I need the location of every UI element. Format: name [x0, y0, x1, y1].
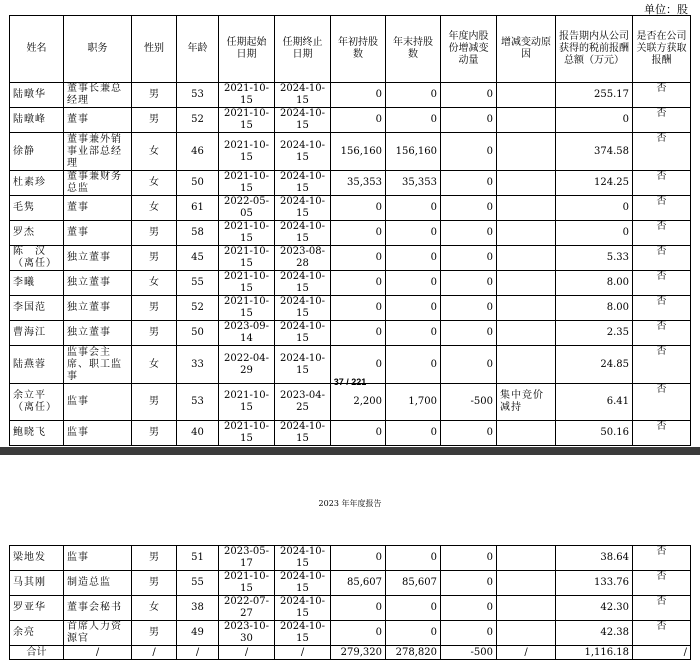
cell-related: 否 — [633, 133, 691, 171]
cell-end-shares: 85,607 — [386, 571, 441, 596]
cell-end: 2024-10-15 — [275, 346, 331, 384]
cell-name: 梁地发 — [10, 546, 64, 571]
cell-change: 0 — [441, 196, 497, 221]
total-cell-pay: 1,116.18 — [556, 646, 633, 660]
cell-reason — [497, 108, 556, 133]
cell-pay: 50.16 — [556, 421, 633, 446]
cell-change: 0 — [441, 171, 497, 196]
cell-age: 46 — [177, 133, 219, 171]
cell-gender: 男 — [132, 296, 177, 321]
cell-age: 52 — [177, 108, 219, 133]
cell-age: 53 — [177, 384, 219, 421]
total-cell-start: / — [219, 646, 275, 660]
total-cell-name: 合计 — [10, 646, 64, 660]
cell-start: 2022-04-29 — [219, 346, 275, 384]
table-header-row — [10, 16, 691, 83]
cell-reason — [497, 421, 556, 446]
cell-title: 董事长兼总经理 — [64, 83, 132, 108]
table-row — [10, 246, 691, 271]
cell-related: 否 — [633, 296, 691, 321]
header-cell: 年龄 — [177, 16, 219, 83]
cell-change: 0 — [441, 596, 497, 621]
total-cell-gender: / — [132, 646, 177, 660]
cell-change: 0 — [441, 346, 497, 384]
cell-related: 否 — [633, 271, 691, 296]
cell-title: 监事 — [64, 546, 132, 571]
header-cell: 年初持股数 — [331, 16, 386, 83]
cell-gender: 男 — [132, 221, 177, 246]
cell-change: 0 — [441, 246, 497, 271]
header-cell: 性别 — [132, 16, 177, 83]
cell-end-shares: 156,160 — [386, 133, 441, 171]
cell-begin-shares: 0 — [331, 546, 386, 571]
cell-title: 董事兼财务总监 — [64, 171, 132, 196]
cell-begin-shares: 0 — [331, 271, 386, 296]
total-cell-age: / — [177, 646, 219, 660]
cell-pay: 0 — [556, 221, 633, 246]
cell-change: 0 — [441, 133, 497, 171]
cell-begin-shares: 0 — [331, 221, 386, 246]
cell-end-shares: 0 — [386, 596, 441, 621]
cell-end: 2024-10-15 — [275, 133, 331, 171]
cell-name: 杜素珍 — [10, 171, 64, 196]
cell-title: 董事会秘书 — [64, 596, 132, 621]
table-row — [10, 83, 691, 108]
cell-gender: 男 — [132, 571, 177, 596]
cell-gender: 男 — [132, 546, 177, 571]
cell-begin-shares: 35,353 — [331, 171, 386, 196]
cell-pay: 42.30 — [556, 596, 633, 621]
total-cell-reason: / — [497, 646, 556, 660]
cell-begin-shares: 0 — [331, 321, 386, 346]
cell-title: 监事会主席、职工监事 — [64, 346, 132, 384]
table-row — [10, 196, 691, 221]
cell-change: 0 — [441, 321, 497, 346]
cell-gender: 女 — [132, 271, 177, 296]
cell-pay: 38.64 — [556, 546, 633, 571]
cell-end: 2024-10-15 — [275, 83, 331, 108]
cell-start: 2021-10-15 — [219, 171, 275, 196]
cell-start: 2021-10-15 — [219, 271, 275, 296]
cell-reason — [497, 133, 556, 171]
table-row — [10, 271, 691, 296]
cell-reason — [497, 296, 556, 321]
cell-start: 2021-10-15 — [219, 421, 275, 446]
cell-change: 0 — [441, 546, 497, 571]
cell-title: 制造总监 — [64, 571, 132, 596]
cell-title: 监事 — [64, 421, 132, 446]
cell-name: 曹海江 — [10, 321, 64, 346]
cell-related: 否 — [633, 346, 691, 384]
cell-change: 0 — [441, 296, 497, 321]
total-cell-change: -500 — [441, 646, 497, 660]
header-cell: 年度内股份增减变动量 — [441, 16, 497, 83]
cell-begin-shares: 156,160 — [331, 133, 386, 171]
cell-begin-shares: 0 — [331, 246, 386, 271]
cell-reason — [497, 571, 556, 596]
cell-name: 余亮 — [10, 621, 64, 646]
cell-title: 独立董事 — [64, 321, 132, 346]
cell-name: 罗杰 — [10, 221, 64, 246]
cell-change: 0 — [441, 421, 497, 446]
cell-reason — [497, 171, 556, 196]
cell-gender: 男 — [132, 384, 177, 421]
cell-age: 49 — [177, 621, 219, 646]
cell-title: 董事兼外销事业部总经理 — [64, 133, 132, 171]
cell-title: 董事 — [64, 196, 132, 221]
cell-pay: 2.35 — [556, 321, 633, 346]
total-cell-related: / — [633, 646, 691, 660]
cell-age: 40 — [177, 421, 219, 446]
cell-related: 否 — [633, 546, 691, 571]
cell-related: 否 — [633, 196, 691, 221]
cell-related: 否 — [633, 221, 691, 246]
cell-begin-shares: 0 — [331, 346, 386, 384]
table-row — [10, 171, 691, 196]
cell-begin-shares: 0 — [331, 596, 386, 621]
cell-change: 0 — [441, 621, 497, 646]
cell-end-shares: 0 — [386, 221, 441, 246]
cell-end-shares: 0 — [386, 246, 441, 271]
cell-title: 首席人力资源官 — [64, 621, 132, 646]
cell-change: -500 — [441, 384, 497, 421]
cell-age: 50 — [177, 171, 219, 196]
cell-end-shares: 1,700 — [386, 384, 441, 421]
header-cell: 任期终止日期 — [275, 16, 331, 83]
cell-begin-shares: 0 — [331, 421, 386, 446]
cell-end: 2024-10-15 — [275, 421, 331, 446]
table-row — [10, 296, 691, 321]
cell-related: 否 — [633, 246, 691, 271]
cell-end-shares: 0 — [386, 196, 441, 221]
cell-age: 51 — [177, 546, 219, 571]
table-row — [10, 221, 691, 246]
header-cell: 年末持股数 — [386, 16, 441, 83]
cell-name: 陆暾华 — [10, 83, 64, 108]
header-cell: 职务 — [64, 16, 132, 83]
cell-gender: 男 — [132, 246, 177, 271]
page-number: 37 / 221 — [333, 377, 367, 387]
cell-end: 2024-10-15 — [275, 321, 331, 346]
cell-end-shares: 0 — [386, 346, 441, 384]
cell-related: 否 — [633, 621, 691, 646]
cell-start: 2021-10-15 — [219, 246, 275, 271]
cell-related: 否 — [633, 571, 691, 596]
table-row — [10, 384, 691, 421]
cell-gender: 男 — [132, 108, 177, 133]
header-cell: 任期起始日期 — [219, 16, 275, 83]
cell-title: 董事 — [64, 221, 132, 246]
cell-related: 否 — [633, 596, 691, 621]
cell-end: 2024-10-15 — [275, 171, 331, 196]
cell-start: 2023-05-17 — [219, 546, 275, 571]
cell-gender: 女 — [132, 133, 177, 171]
cell-pay: 374.58 — [556, 133, 633, 171]
cell-start: 2021-10-15 — [219, 384, 275, 421]
header-cell: 是否在公司关联方获取报酬 — [633, 16, 691, 83]
cell-related: 否 — [633, 83, 691, 108]
cell-begin-shares: 0 — [331, 621, 386, 646]
cell-change: 0 — [441, 83, 497, 108]
cell-pay: 5.33 — [556, 246, 633, 271]
cell-age: 58 — [177, 221, 219, 246]
cell-age: 52 — [177, 296, 219, 321]
unit-label: 单位：股 — [644, 3, 688, 16]
cell-name: 李曦 — [10, 271, 64, 296]
cell-name: 马其刚 — [10, 571, 64, 596]
cell-age: 61 — [177, 196, 219, 221]
cell-gender: 女 — [132, 171, 177, 196]
table-row — [10, 421, 691, 446]
cell-age: 33 — [177, 346, 219, 384]
cell-begin-shares: 0 — [331, 296, 386, 321]
cell-begin-shares: 0 — [331, 108, 386, 133]
cell-related: 否 — [633, 108, 691, 133]
cell-pay: 0 — [556, 196, 633, 221]
cell-reason — [497, 221, 556, 246]
cell-start: 2021-10-15 — [219, 108, 275, 133]
cell-age: 53 — [177, 83, 219, 108]
cell-begin-shares: 0 — [331, 83, 386, 108]
cell-related: 否 — [633, 321, 691, 346]
cell-reason — [497, 246, 556, 271]
cell-pay: 42.38 — [556, 621, 633, 646]
cell-change: 0 — [441, 271, 497, 296]
cell-start: 2023-10-30 — [219, 621, 275, 646]
cell-name: 毛隽 — [10, 196, 64, 221]
cell-reason — [497, 196, 556, 221]
cell-change: 0 — [441, 108, 497, 133]
header-cell: 增减变动原因 — [497, 16, 556, 83]
cell-reason — [497, 546, 556, 571]
total-cell-title: / — [64, 646, 132, 660]
cell-pay: 124.25 — [556, 171, 633, 196]
report-header: 2023 年年度报告 — [318, 499, 382, 508]
cell-end: 2024-10-15 — [275, 596, 331, 621]
cell-pay: 24.85 — [556, 346, 633, 384]
cell-age: 55 — [177, 271, 219, 296]
executive-table-page2 — [9, 545, 691, 660]
cell-start: 2021-10-15 — [219, 133, 275, 171]
cell-name: 鲍晓飞 — [10, 421, 64, 446]
cell-pay: 255.17 — [556, 83, 633, 108]
cell-end-shares: 0 — [386, 421, 441, 446]
cell-name: 陆暾峰 — [10, 108, 64, 133]
cell-start: 2022-07-27 — [219, 596, 275, 621]
cell-change: 0 — [441, 571, 497, 596]
total-cell-begin-shares: 279,320 — [331, 646, 386, 660]
cell-reason — [497, 596, 556, 621]
table-row — [10, 108, 691, 133]
total-row — [10, 646, 691, 660]
cell-pay: 6.41 — [556, 384, 633, 421]
cell-end: 2024-10-15 — [275, 546, 331, 571]
cell-start: 2023-09-14 — [219, 321, 275, 346]
cell-pay: 0 — [556, 108, 633, 133]
cell-end-shares: 0 — [386, 83, 441, 108]
cell-end: 2024-10-15 — [275, 296, 331, 321]
cell-title: 独立董事 — [64, 246, 132, 271]
cell-begin-shares: 2,200 — [331, 384, 386, 421]
cell-end: 2024-10-15 — [275, 196, 331, 221]
cell-gender: 男 — [132, 621, 177, 646]
header-cell: 报告期内从公司获得的税前报酬总额（万元） — [556, 16, 633, 83]
cell-name: 徐静 — [10, 133, 64, 171]
cell-age: 38 — [177, 596, 219, 621]
cell-age: 45 — [177, 246, 219, 271]
cell-end: 2023-08-28 — [275, 246, 331, 271]
total-cell-end-shares: 278,820 — [386, 646, 441, 660]
cell-gender: 男 — [132, 421, 177, 446]
table-row — [10, 571, 691, 596]
cell-name: 陈 汉（离任） — [10, 246, 64, 271]
table-row — [10, 621, 691, 646]
cell-pay: 133.76 — [556, 571, 633, 596]
cell-start: 2021-10-15 — [219, 83, 275, 108]
cell-reason — [497, 271, 556, 296]
cell-end: 2024-10-15 — [275, 221, 331, 246]
cell-related: 否 — [633, 384, 691, 421]
cell-title: 独立董事 — [64, 271, 132, 296]
cell-gender: 男 — [132, 83, 177, 108]
total-cell-end: / — [275, 646, 331, 660]
cell-end-shares: 0 — [386, 108, 441, 133]
cell-start: 2022-05-05 — [219, 196, 275, 221]
cell-end-shares: 0 — [386, 296, 441, 321]
cell-start: 2021-10-15 — [219, 221, 275, 246]
cell-end: 2024-10-15 — [275, 621, 331, 646]
cell-gender: 女 — [132, 596, 177, 621]
cell-change: 0 — [441, 221, 497, 246]
cell-name: 余立平（离任） — [10, 384, 64, 421]
cell-end-shares: 0 — [386, 271, 441, 296]
cell-related: 否 — [633, 171, 691, 196]
cell-name: 李国范 — [10, 296, 64, 321]
cell-title: 监事 — [64, 384, 132, 421]
cell-name: 罗亚华 — [10, 596, 64, 621]
cell-reason — [497, 621, 556, 646]
cell-end-shares: 35,353 — [386, 171, 441, 196]
page-separator — [0, 447, 700, 455]
cell-age: 50 — [177, 321, 219, 346]
table-row — [10, 546, 691, 571]
cell-end-shares: 0 — [386, 621, 441, 646]
cell-gender: 女 — [132, 196, 177, 221]
cell-reason — [497, 83, 556, 108]
cell-start: 2021-10-15 — [219, 296, 275, 321]
cell-age: 55 — [177, 571, 219, 596]
cell-end-shares: 0 — [386, 546, 441, 571]
cell-title: 董事 — [64, 108, 132, 133]
cell-begin-shares: 0 — [331, 196, 386, 221]
cell-start: 2021-10-15 — [219, 571, 275, 596]
cell-reason — [497, 321, 556, 346]
header-cell: 姓名 — [10, 16, 64, 83]
cell-reason: 集中竞价减持 — [497, 384, 556, 421]
cell-end: 2023-04-25 — [275, 384, 331, 421]
cell-begin-shares: 85,607 — [331, 571, 386, 596]
table-row — [10, 133, 691, 171]
table-row — [10, 321, 691, 346]
cell-title: 独立董事 — [64, 296, 132, 321]
cell-gender: 女 — [132, 346, 177, 384]
cell-end: 2024-10-15 — [275, 571, 331, 596]
cell-gender: 男 — [132, 321, 177, 346]
cell-name: 陆燕蓉 — [10, 346, 64, 384]
cell-end-shares: 0 — [386, 321, 441, 346]
cell-end: 2024-10-15 — [275, 108, 331, 133]
cell-pay: 8.00 — [556, 271, 633, 296]
cell-end: 2024-10-15 — [275, 271, 331, 296]
table-row — [10, 596, 691, 621]
cell-related: 否 — [633, 421, 691, 446]
cell-pay: 8.00 — [556, 296, 633, 321]
